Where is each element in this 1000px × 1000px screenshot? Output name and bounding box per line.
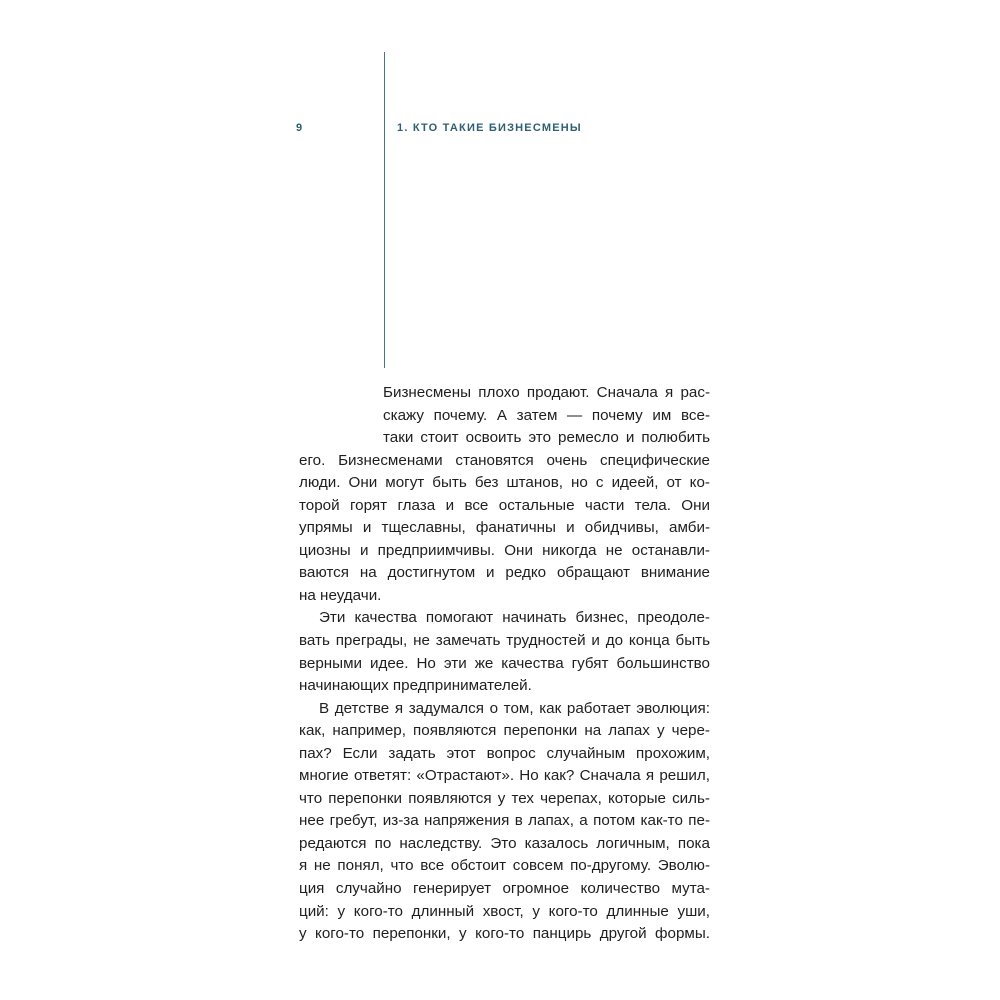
text-line: нее гребут, из-за напряжения в лапах, а потом как-то пе-: [299, 812, 710, 830]
text-line: ваются на достигнутом и редко обращают внимание: [299, 564, 710, 582]
body-text: [299, 382, 710, 946]
text-line: В детстве я задумался о том, как работает эволюция:: [319, 699, 710, 717]
text-line: торой горят глаза и все остальные части тела. Они: [299, 496, 710, 514]
text-line: люди. Они могут быть без штанов, но с идеей, от ко-: [299, 474, 710, 492]
text-line: редаются по наследству. Это казалось логичным, пока: [299, 834, 710, 852]
text-line: верными идее. Но эти же качества губят большинство: [299, 654, 710, 672]
text-line: его. Бизнесменами становятся очень специфические: [299, 451, 710, 469]
text-line: у кого-то перепонки, у кого-то панцирь другой формы.: [299, 925, 710, 943]
chapter-title: 1. КТО ТАКИЕ БИЗНЕСМЕНЫ: [397, 122, 582, 134]
text-line: вать преграды, не замечать трудностей и до конца быть: [299, 632, 710, 650]
text-line: что перепонки появляются у тех черепах, которые силь-: [299, 789, 710, 807]
text-line: многие ответят: «Отрастают». Но как? Сначала я решил,: [299, 767, 710, 785]
paragraph-1: [299, 382, 710, 607]
text-line: как, например, появляются перепонки на лапах у чере-: [299, 722, 710, 740]
text-line: упрямы и тщеславны, фанатичны и обидчивы, амби-: [299, 519, 710, 537]
paragraph-3: [299, 698, 710, 946]
text-line: пах? Если задать этот вопрос случайным прохожим,: [299, 744, 710, 762]
paragraph-2: [299, 607, 710, 697]
text-line: ций: у кого-то длинный хвост, у кого-то длинные уши,: [299, 902, 710, 920]
text-line: таки стоит освоить это ремесло и полюбить: [383, 429, 710, 447]
text-line: я не понял, что все обстоит совсем по-другому. Эволю-: [299, 857, 710, 875]
text-line: циозны и предприимчивы. Они никогда не останавли-: [299, 541, 710, 559]
header-divider: [384, 52, 385, 368]
page-number: 9: [296, 122, 303, 134]
text-line: ция случайно генерирует огромное количество мута-: [299, 880, 710, 898]
text-line: Эти качества помогают начинать бизнес, преодоле-: [319, 609, 710, 627]
text-line: начинающих предпринимателей.: [299, 677, 532, 695]
text-line: на неудачи.: [299, 586, 382, 604]
text-line: Бизнесмены плохо продают. Сначала я рас-: [383, 384, 710, 401]
text-line: скажу почему. А затем — почему им все-: [383, 406, 710, 424]
